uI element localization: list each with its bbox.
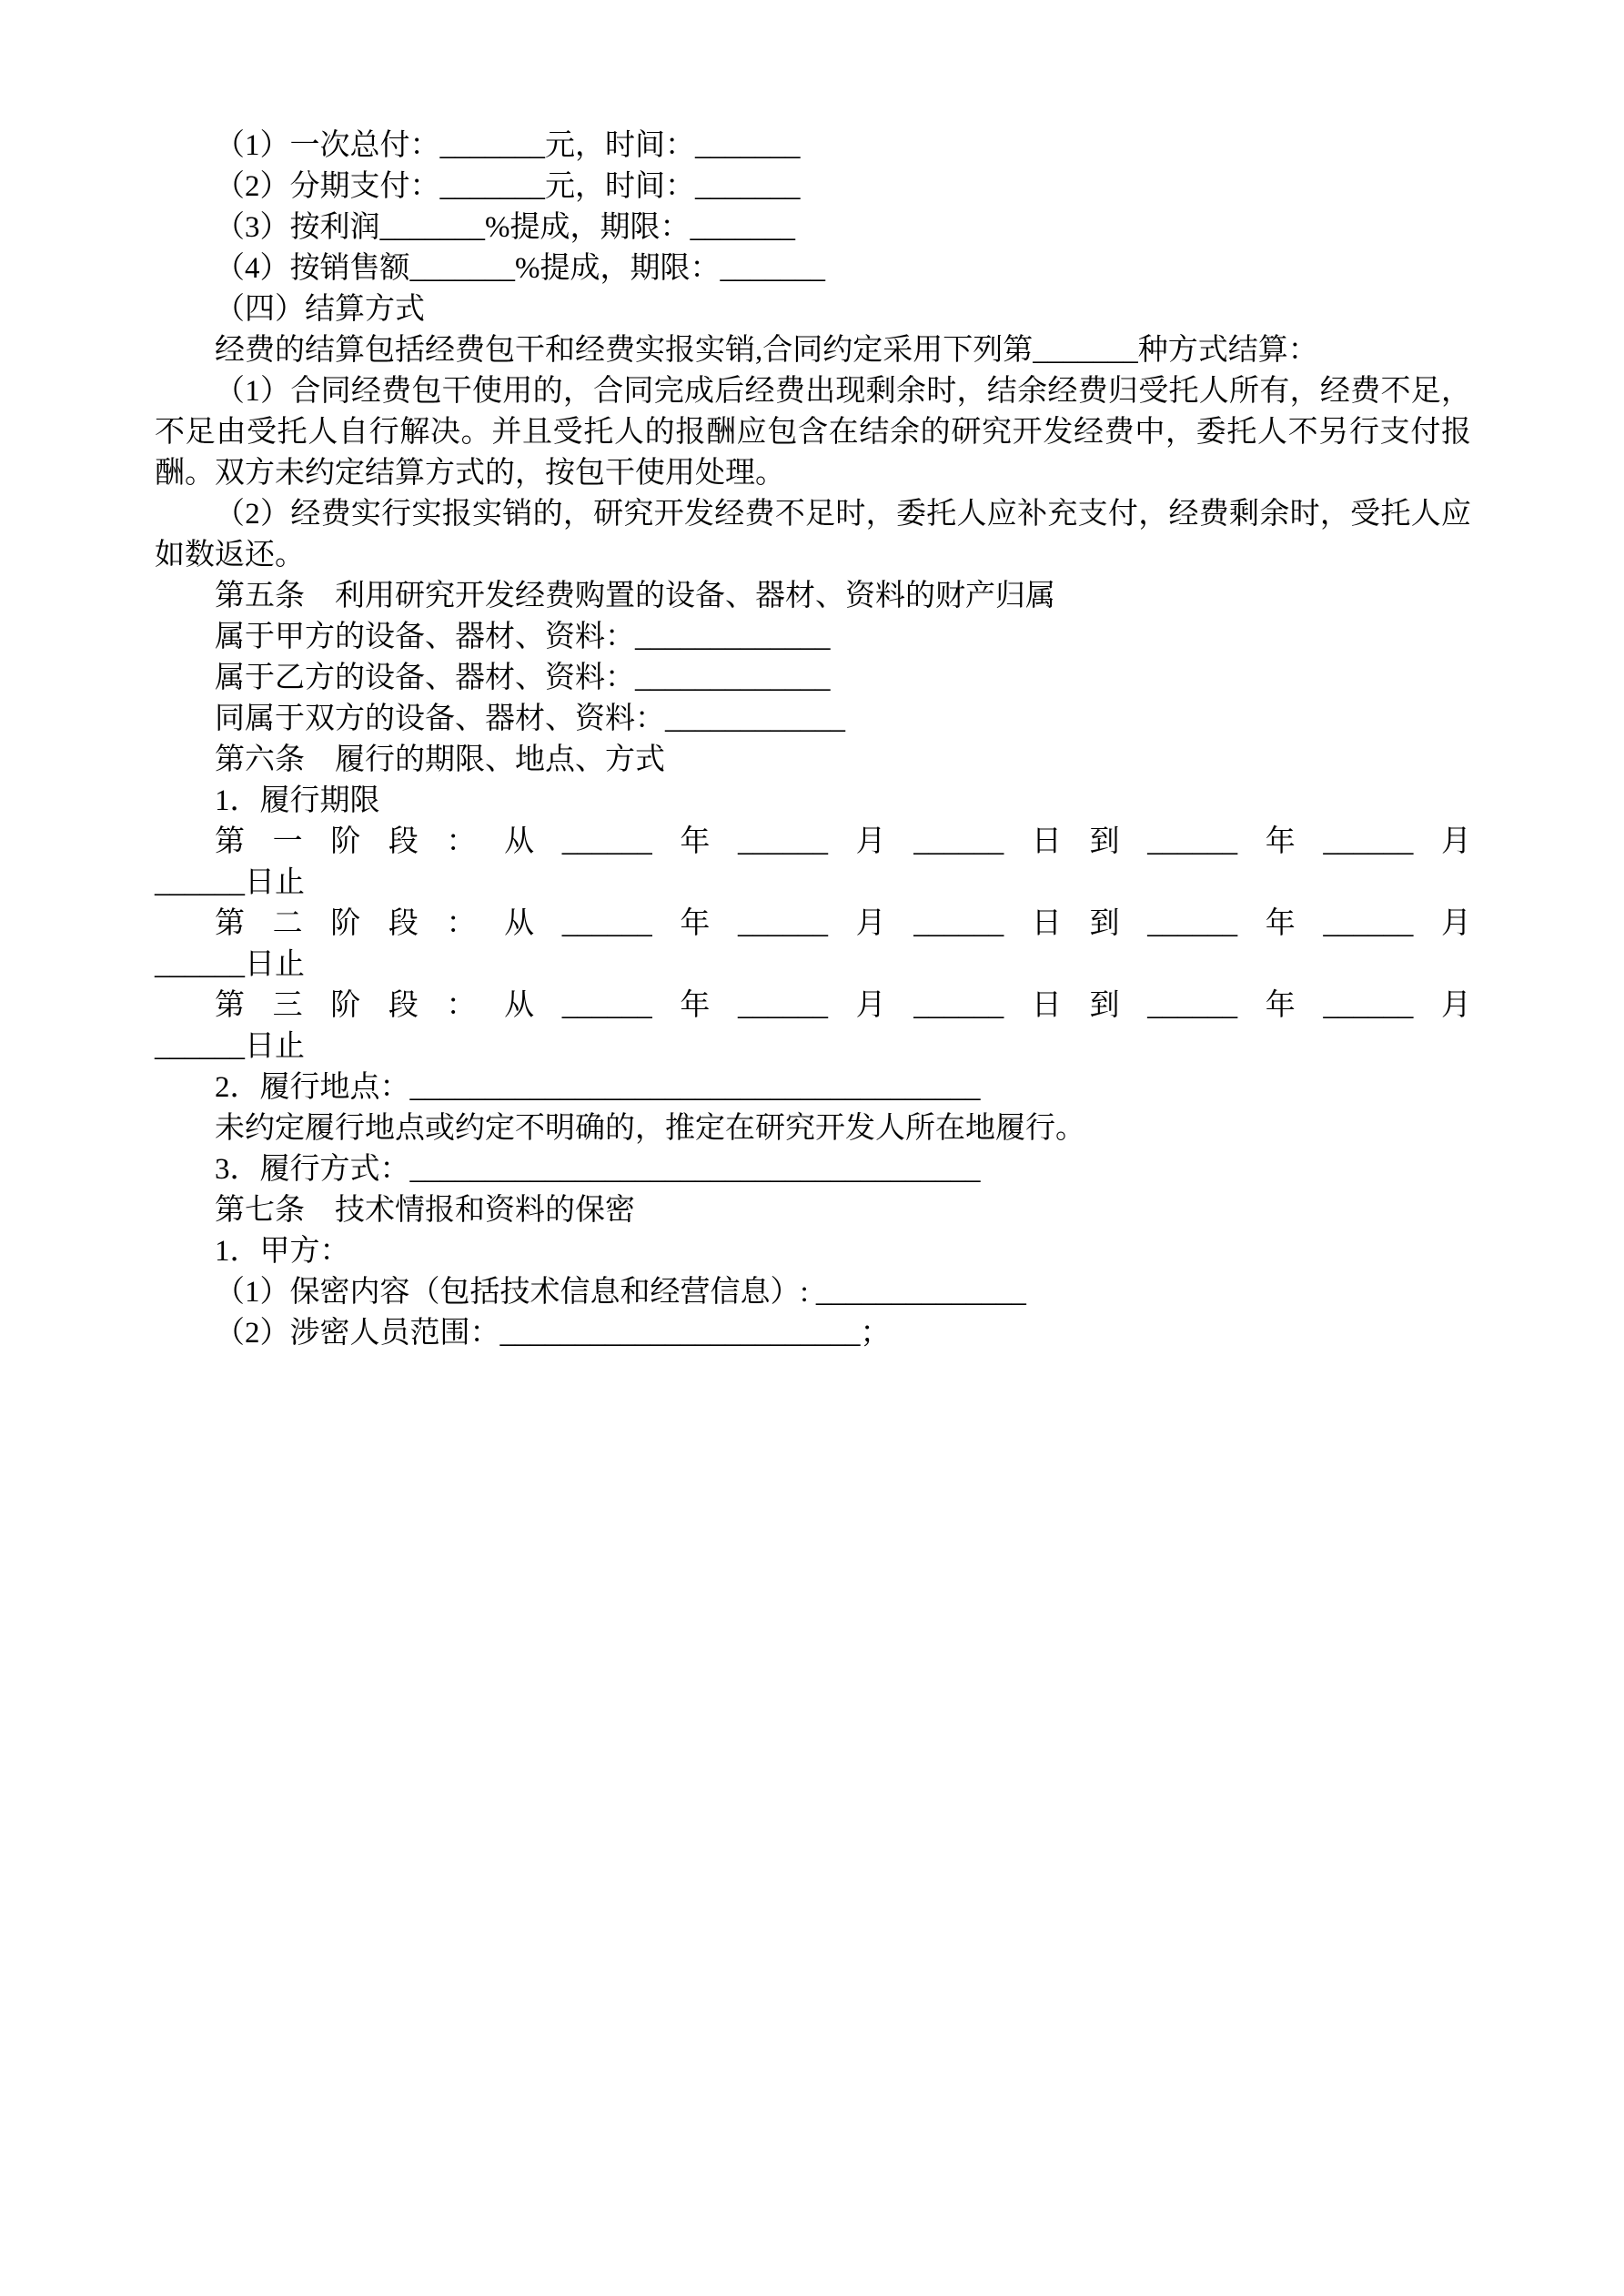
- paragraph-party-a-label: 1．甲方：: [215, 1235, 350, 1268]
- paragraph-stage-1-end: ______日止: [155, 866, 305, 899]
- paragraph-stage-1-line: 第一阶段：从______年______月______日到______年______月: [215, 825, 1471, 858]
- paragraph-article-7-heading: 第七条 技术情报和资料的保密: [215, 1194, 635, 1227]
- paragraph-article-6-heading: 第六条 履行的期限、地点、方式: [215, 743, 665, 776]
- paragraph-performance-method: 3．履行方式：______________________________________: [215, 1153, 981, 1186]
- paragraph-settlement-lump-sum-rule: （1）合同经费包干使用的，合同完成后经费出现剩余时，结余经费归受托人所有，经费不足，不足由受托人自行解决。并且受托人的报酬应包含在结余的研究开发经费中，委托人不另行支付报酬。双方未约定结算方式的，按包干使用处理。: [155, 375, 1471, 490]
- paragraph-confidential-content: （1）保密内容（包括技术信息和经营信息）: ______________: [215, 1276, 1026, 1309]
- paragraph-party-b-equipment: 属于乙方的设备、器材、资料：_____________: [215, 662, 831, 694]
- contract-body: [155, 126, 1471, 1354]
- paragraph-stage-3-line: 第三阶段：从______年______月______日到______年______月: [215, 989, 1471, 1022]
- paragraph-stage-2-line: 第二阶段：从______年______月______日到______年______月: [215, 907, 1471, 940]
- paragraph-payment-sales-royalty: （4）按销售额_______%提成，期限：_______: [215, 252, 825, 285]
- paragraph-article-5-heading: 第五条 利用研究开发经费购置的设备、器材、资料的财产归属: [215, 580, 1055, 612]
- paragraph-party-a-equipment: 属于甲方的设备、器材、资料：_____________: [215, 621, 831, 653]
- paragraph-confidential-personnel: （2）涉密人员范围：________________________；: [215, 1317, 891, 1350]
- paragraph-performance-term-label: 1．履行期限: [215, 784, 380, 817]
- paragraph-stage-3-end: ______日止: [155, 1030, 305, 1063]
- paragraph-payment-profit-royalty: （3）按利润_______%提成，期限：_______: [215, 211, 795, 244]
- paragraph-performance-place: 2．履行地点：______________________________________: [215, 1071, 981, 1104]
- paragraph-stage-2-end: ______日止: [155, 948, 305, 981]
- paragraph-payment-lump-sum: （1）一次总付：_______元，时间：_______: [215, 129, 801, 162]
- paragraph-settlement-intro: 经费的结算包括经费包干和经费实报实销,合同约定采用下列第_______种方式结算：: [215, 334, 1318, 367]
- paragraph-joint-equipment: 同属于双方的设备、器材、资料：____________: [215, 703, 845, 735]
- paragraph-settlement-reimburse-rule: （2）经费实行实报实销的，研究开发经费不足时，委托人应补充支付，经费剩余时，受托人应如数返还。: [155, 498, 1471, 571]
- paragraph-settlement-method-heading: （四）结算方式: [215, 293, 425, 326]
- paragraph-performance-place-note: 未约定履行地点或约定不明确的，推定在研究开发人所在地履行。: [215, 1112, 1085, 1145]
- paragraph-payment-installment: （2）分期支付：_______元，时间：_______: [215, 170, 801, 203]
